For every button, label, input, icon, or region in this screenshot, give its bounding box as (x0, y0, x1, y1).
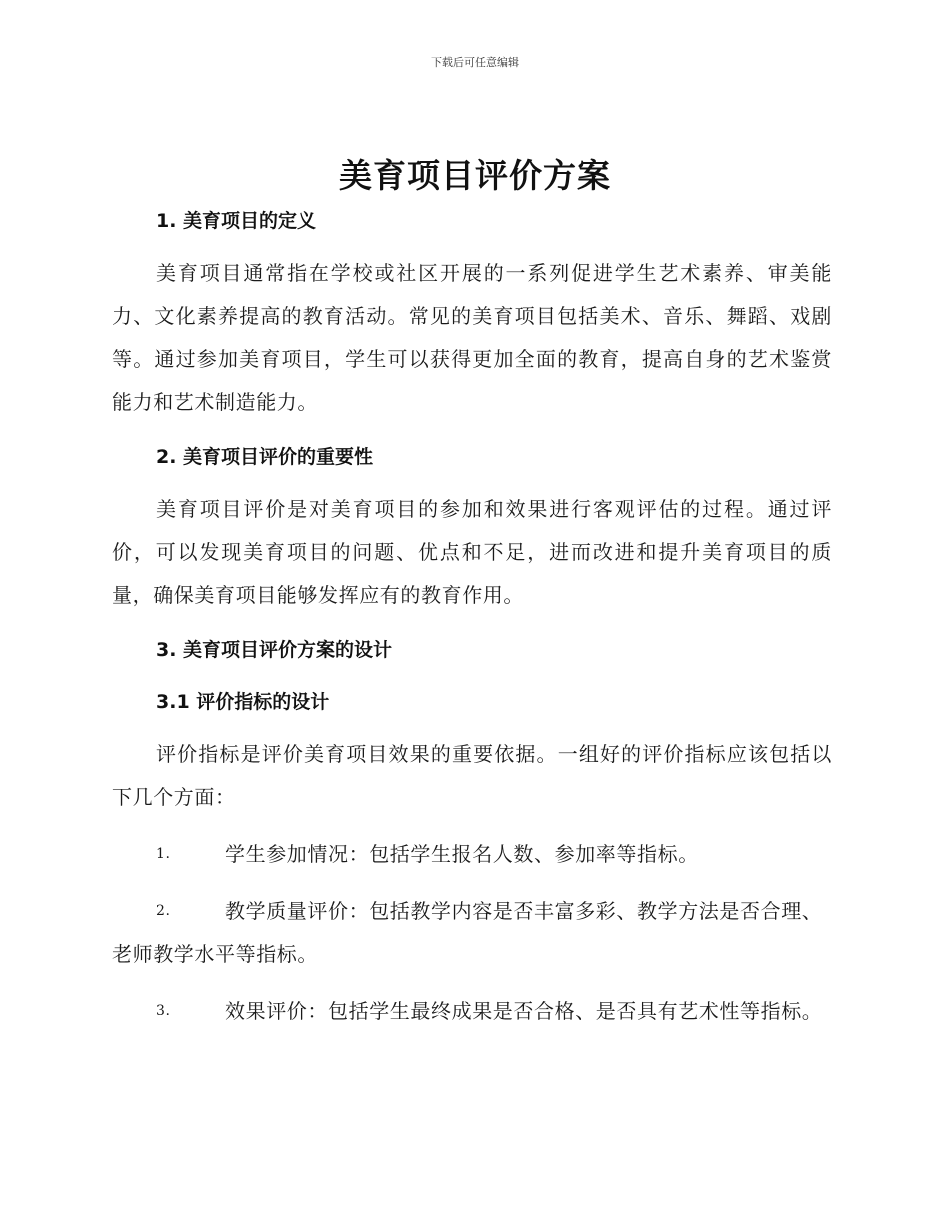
list-item-number: 3. (156, 1003, 171, 1019)
list-item-text: 教学质量评价：包括教学内容是否丰富多彩、教学方法是否合理、老师教学水平等指标。 (112, 899, 823, 966)
list-item-text: 学生参加情况：包括学生报名人数、参加率等指标。 (225, 842, 699, 866)
document-body (112, 202, 832, 1033)
section-paragraph: 评价指标是评价美育项目效果的重要依据。一组好的评价指标应该包括以下几个方面： (112, 742, 832, 809)
list-item-number: 2. (156, 903, 171, 919)
section-heading: 3. 美育项目评价方案的设计 (156, 639, 393, 661)
list-item-text: 效果评价：包括学生最终成果是否合格、是否具有艺术性等指标。 (225, 999, 823, 1023)
section-1 (112, 202, 832, 438)
list-item (112, 833, 832, 876)
section-heading: 3.1 评价指标的设计 (156, 691, 330, 713)
list-item (112, 990, 832, 1033)
indicator-list (112, 833, 832, 1033)
list-item-number: 1. (156, 846, 171, 862)
list-item (112, 890, 832, 976)
section-heading: 2. 美育项目评价的重要性 (156, 446, 374, 468)
section-paragraph: 美育项目评价是对美育项目的参加和效果进行客观评估的过程。通过评价，可以发现美育项目的问题、优点和不足，进而改进和提升美育项目的质量，确保美育项目能够发挥应有的教育作用。 (112, 497, 832, 607)
header-note: 下载后可任意编辑 (431, 56, 519, 69)
document-title: 美育项目评价方案 (339, 156, 611, 195)
section-3-1 (112, 683, 832, 833)
section-heading: 1. 美育项目的定义 (156, 210, 317, 232)
section-paragraph: 美育项目通常指在学校或社区开展的一系列促进学生艺术素养、审美能力、文化素养提高的教育活动。常见的美育项目包括美术、音乐、舞蹈、戏剧等。通过参加美育项目，学生可以获得更加全面的教育，提高自身的艺术鉴赏能力和艺术制造能力。 (112, 261, 832, 414)
section-2 (112, 438, 832, 631)
section-3 (112, 631, 832, 683)
